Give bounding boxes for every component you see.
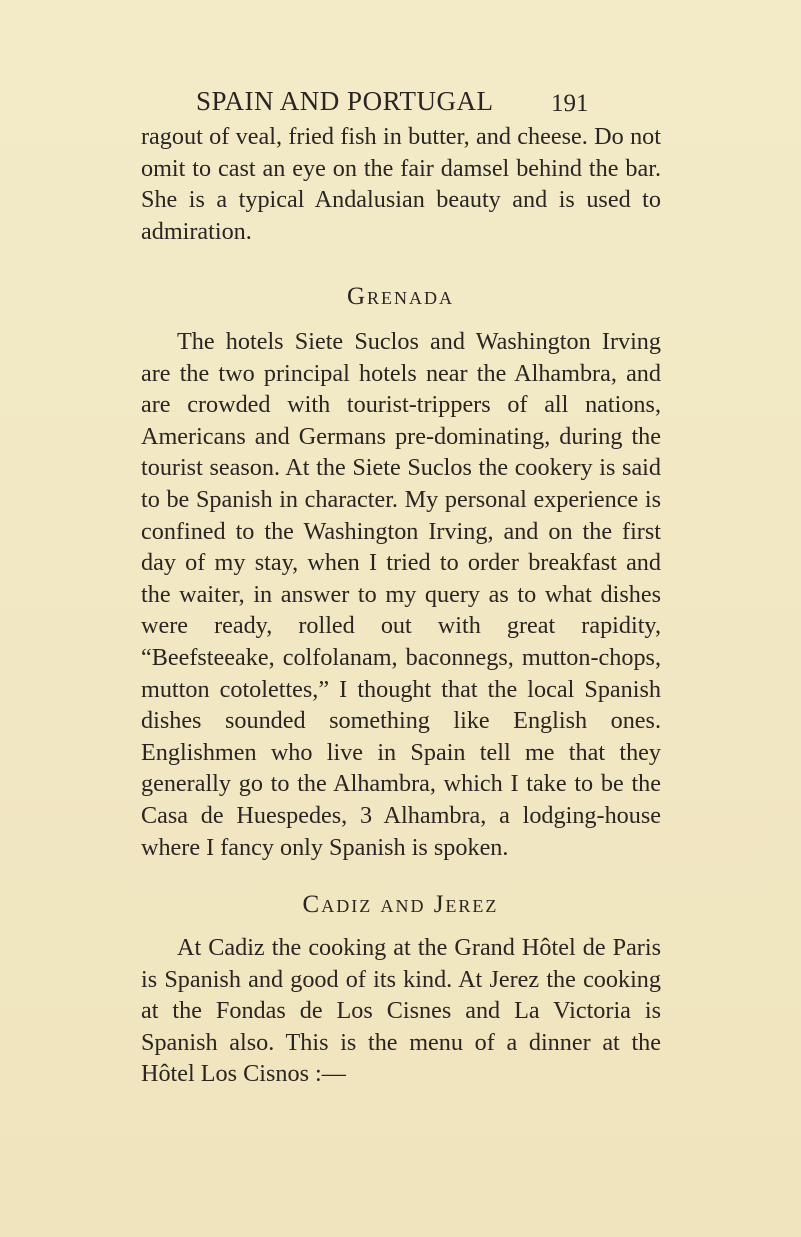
section-heading-grenada: Grenada <box>346 283 455 310</box>
page-header <box>0 82 801 122</box>
intro-text-block <box>141 121 661 247</box>
page-number: 191 <box>551 90 589 117</box>
grenada-paragraph: The hotels Siete Suclos and Washington Irving are the two principal hotels near the Alhambra, and are crowded with tourist-trippers of all nations, Americans and Germans pre-dominating, during the tourist season. At the Siete Suclos the cookery is said to be Spanish in character. My personal experience is confined to the Washington Irving, and on the first day of my stay, when I tried to order breakfast and the waiter, in answer to my query as to what dishes were ready, rolled out with great rapidity, “Beefsteeake, colfolanam, baconnegs, mutton-chops, mutton cotolettes,” I thought that the local Spanish dishes sounded something like English ones. Englishmen who live in Spain tell me that they generally go to the Alhambra, which I take to be the Casa de Huespedes, 3 Alhambra, a lodging-house where I fancy only Spanish is spoken. <box>141 328 661 861</box>
grenada-text-block <box>141 326 661 863</box>
section-heading-cadiz-jerez: Cadiz and Jerez <box>302 891 499 918</box>
cadiz-paragraph: At Cadiz the cooking at the Grand Hôtel de Paris is Spanish and good of its kind. At Jerez the cooking at the Fondas de Los Cisnes and La Victoria is Spanish also. This is the menu of a dinner at the Hôtel Los Cisnos :— <box>141 934 661 1088</box>
cadiz-text-block <box>141 932 661 1090</box>
running-title: SPAIN AND PORTUGAL <box>196 86 494 116</box>
intro-paragraph: ragout of veal, fried fish in butter, and cheese. Do not omit to cast an eye on the fair damsel behind the bar. She is a typical Andalusian beauty and is used to admiration. <box>141 123 661 245</box>
